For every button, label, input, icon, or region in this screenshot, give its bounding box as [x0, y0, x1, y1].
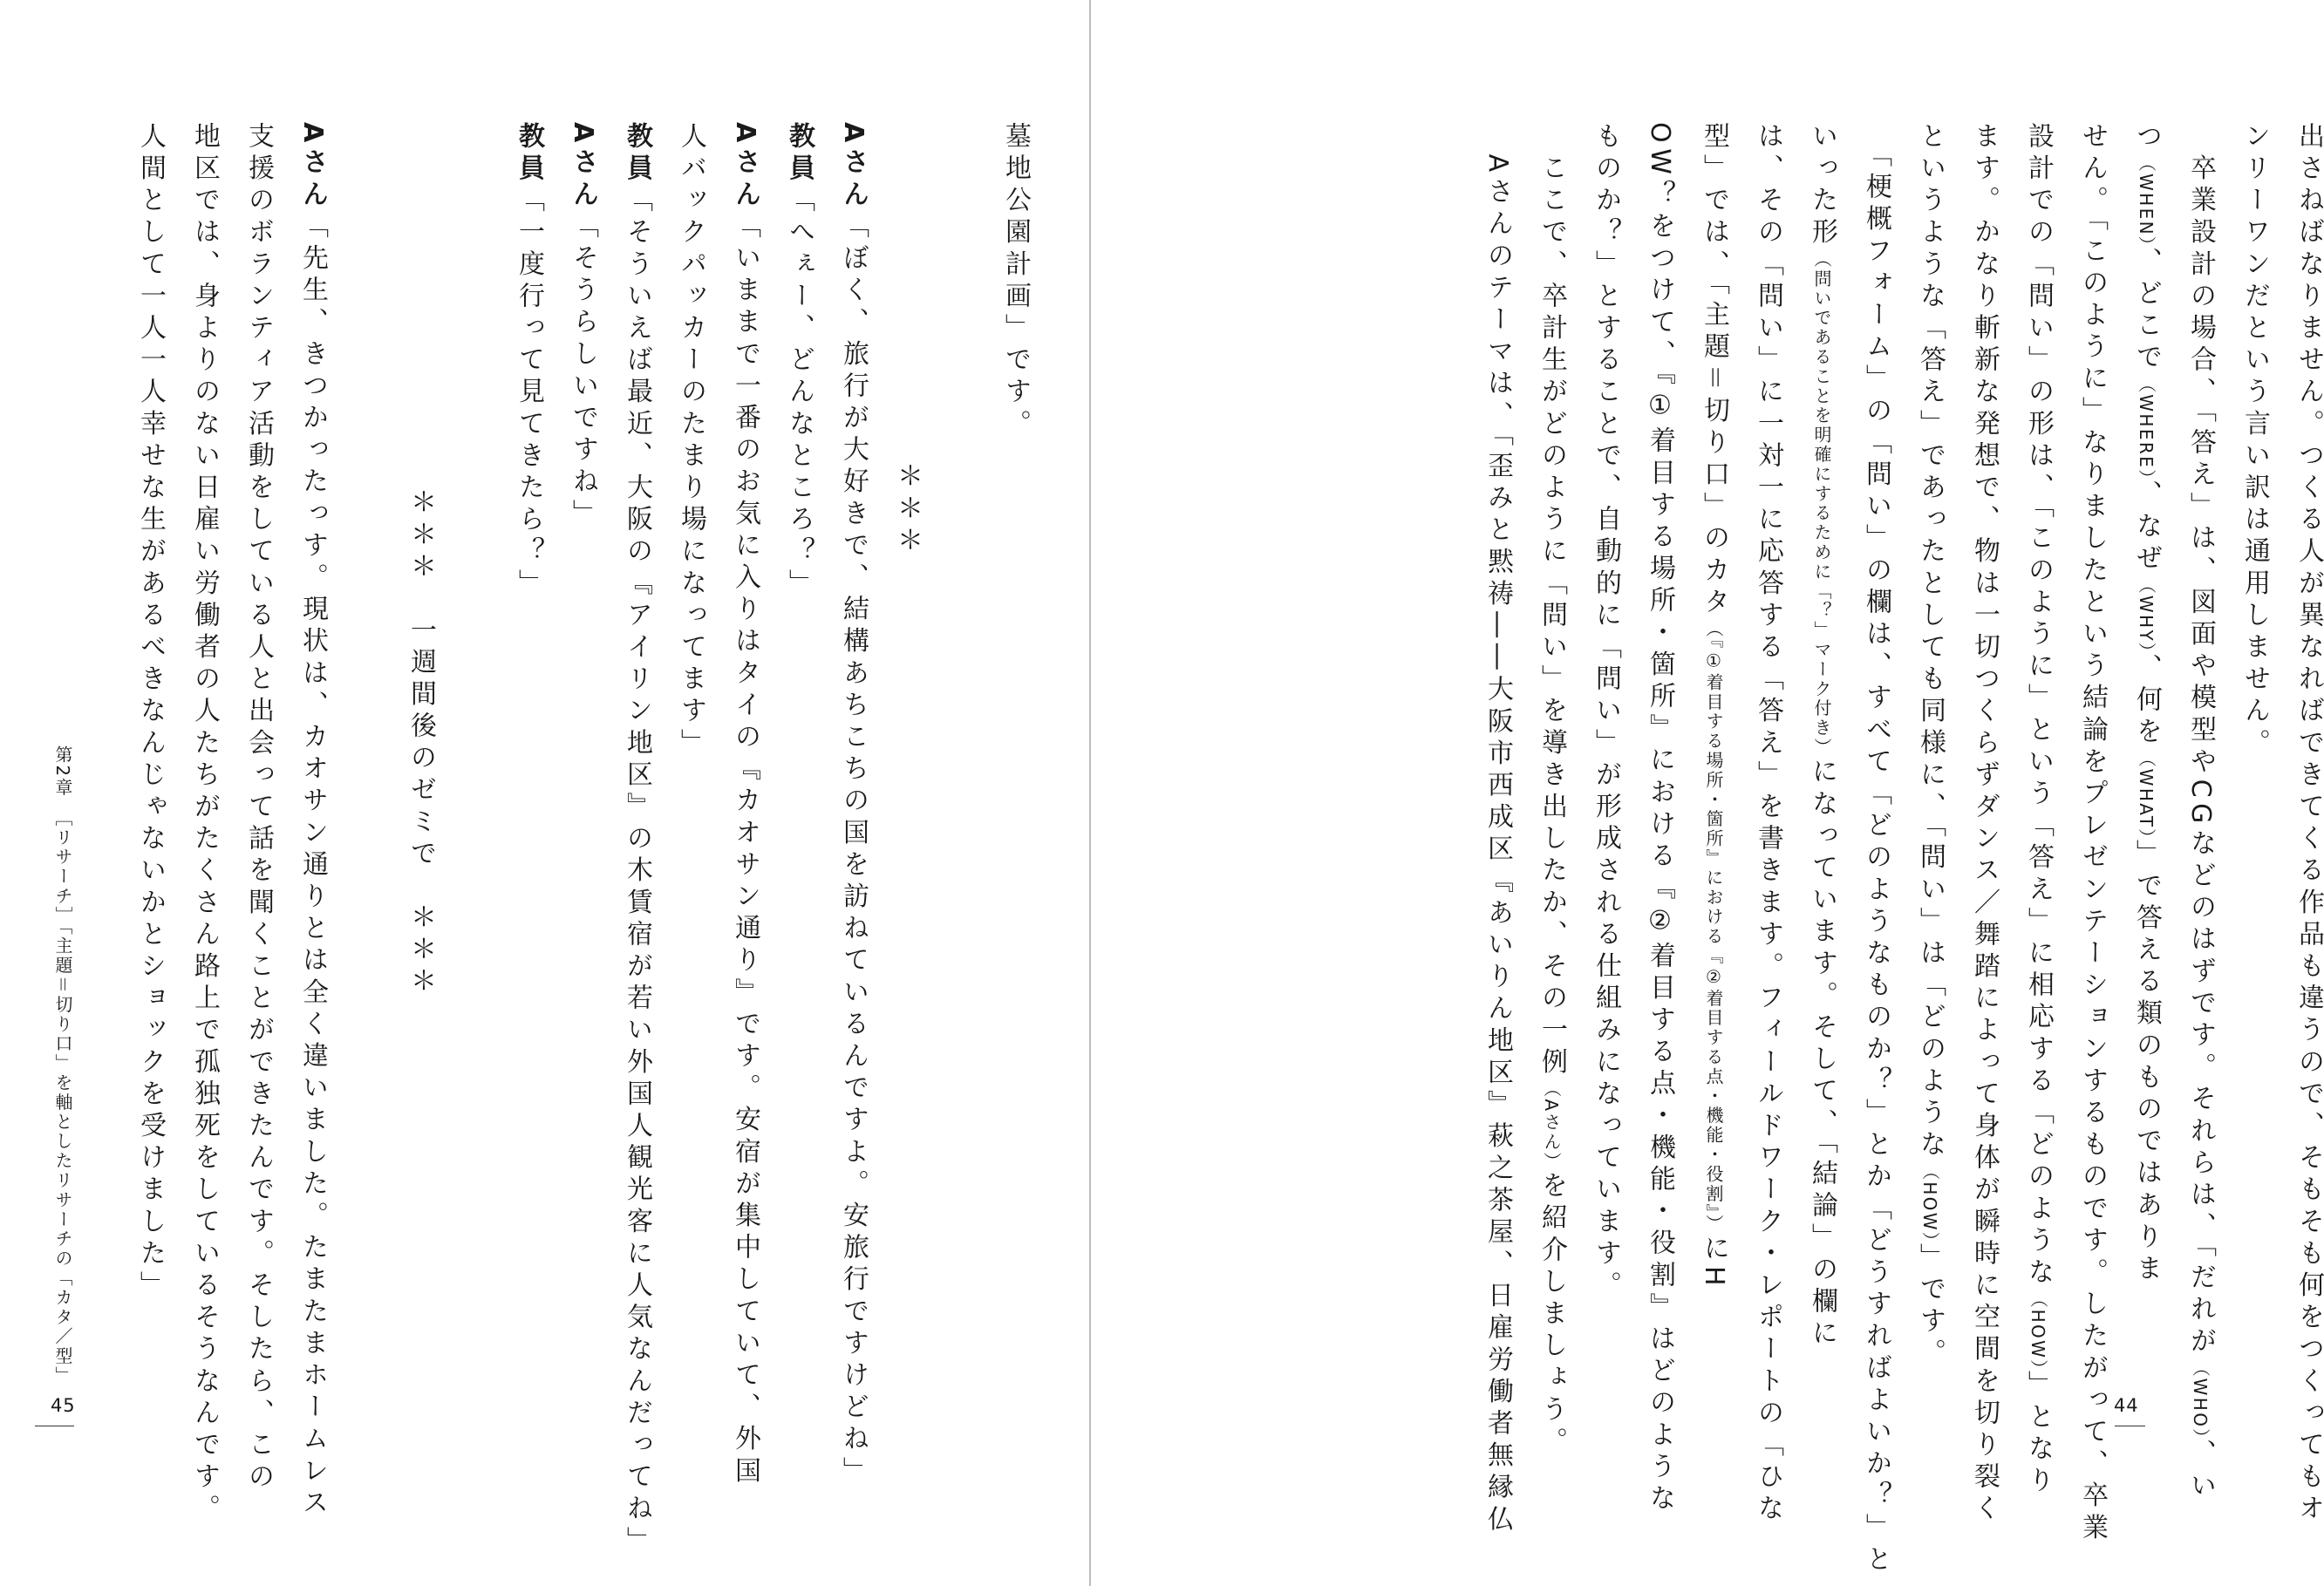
text-run: ＊＊＊ 一週間後のゼミで ＊＊＊ — [406, 488, 436, 999]
text-line — [2185, 122, 2216, 1503]
text-run: つ — [2131, 122, 2162, 154]
text-run: 、い — [2185, 1439, 2216, 1503]
text-line — [1969, 122, 2000, 1527]
text-line — [1482, 122, 1513, 1537]
text-run: いった形 — [1807, 122, 1837, 250]
parenthetical-note: （WHEN） — [2136, 153, 2157, 248]
speaker-label: 教員 — [784, 122, 814, 187]
blank-line — [353, 122, 379, 1378]
text-run: ものか？」とすることで、自動的に「問い」が形成される仕組みになっています。 — [1591, 122, 1621, 1304]
text-line — [678, 122, 704, 1378]
text-run: 地区では、身よりのない日雇い労働者の人たちがたくさん路上で孤独死をしているそうなんです。 — [189, 122, 220, 1527]
text-run: 「一度行って見てきたら？」 — [514, 186, 544, 602]
parenthetical-note: （WHO） — [2190, 1358, 2211, 1440]
text-run: 」です。 — [1915, 1242, 1946, 1371]
text-line — [2131, 122, 2162, 1378]
text-run: 「そういえば最近、大阪の『アイリン地区』の木賃宿が若い外国人観光客に人気なんだってね」 — [622, 186, 652, 1559]
text-line — [1000, 122, 1031, 1378]
speaker-label: Aさん — [297, 122, 328, 213]
page-number: 44 — [2114, 1395, 2139, 1416]
text-line — [1592, 122, 1619, 1378]
parenthetical-note: （HOW） — [1919, 1161, 1940, 1243]
text-run: というような「答え」であったとしても同様に、「問い」は「どのような — [1915, 122, 1946, 1162]
scene-break — [406, 122, 436, 1378]
parenthetical-note: （問いであることを明確にするために「？」マーク付き） — [1811, 249, 1832, 758]
text-run: になっています。そして、「結論」の欄に — [1807, 757, 1837, 1351]
text-run: ここで、卒計生がどのように「問い」を導き出したか、その一例 — [1537, 122, 1567, 1079]
text-line — [189, 122, 220, 1527]
text-run: を紹介しましょう。 — [1537, 1171, 1567, 1460]
text-line — [1537, 122, 1567, 1460]
parenthetical-note: （WHERE） — [2136, 374, 2157, 480]
text-run: Aさんのテーマは、「歪みと黙祷――大阪市西成区『あいりん地区』萩之茶屋、日雇労働者無縁仏 — [1482, 122, 1513, 1537]
text-run: 「ぼく、旅行が大好きで、結構あちこちの国を訪ねているんですよ。安旅行ですけどね」 — [838, 212, 869, 1489]
blank-line — [948, 122, 974, 1378]
parenthetical-note: （『①着目する場所・箇所』における『②着目する点・機能・役割』） — [1703, 619, 1724, 1235]
text-line — [622, 122, 652, 1559]
text-run: 型」では、「主題＝切り口」のカタ — [1699, 122, 1729, 620]
speaker-label: Aさん — [730, 122, 760, 213]
text-line — [1915, 122, 1946, 1378]
text-run: OW？をつけて、『①着目する場所・箇所』における『②着目する点・機能・役割』はどのような — [1645, 122, 1675, 1516]
text-run: は、その「問い」に一対一に応答する「答え」を書きます。フィールドワーク・レポートの「ひな — [1753, 122, 1783, 1527]
page-number: 45 — [51, 1395, 76, 1416]
speaker-label: 教員 — [514, 122, 544, 187]
text-line — [569, 122, 596, 1378]
parenthetical-note: （HOW） — [2028, 1290, 2048, 1371]
text-run: 、何を — [2131, 653, 2162, 750]
text-line — [297, 122, 328, 1521]
text-run: 「へぇー、どんなところ？」 — [784, 186, 814, 602]
text-run: 「そうらしいですね」 — [568, 212, 598, 532]
text-line — [1700, 122, 1727, 1378]
text-run: 、なぜ — [2131, 480, 2162, 576]
text-run: 」で答える類のものではありま — [2131, 839, 2162, 1287]
text-run: 支援のボランティア活動をしている人と出会って話を聞くことができたんです。そしたら、この — [243, 122, 274, 1494]
blank-line — [461, 122, 487, 1378]
running-head: 第2章 ［リサーチ］「主題＝切り口」を軸としたリサーチの「カタ／型」 — [52, 745, 73, 1386]
text-run: 、どこで — [2131, 247, 2162, 375]
text-line — [2077, 122, 2108, 1545]
text-run: 人間として一人一人幸せな生があるべきなんじゃないかとショックを受けました」 — [135, 122, 166, 1304]
parenthetical-note: （WHAT） — [2136, 749, 2157, 840]
text-run: 出さねばなりません。つくる人が異なればできてくる作品も違うので、そもそも何をつくってもオ — [2293, 122, 2324, 1527]
text-run: にH — [1699, 1234, 1729, 1292]
text-line — [243, 122, 274, 1494]
speaker-label: 教員 — [622, 122, 652, 187]
text-line — [2293, 122, 2324, 1527]
text-run: 「先生、きつかったっす。現状は、カオサン通りとは全く違いました。たまたまホームレス — [297, 212, 328, 1521]
section-break — [892, 122, 923, 1378]
right-page — [1090, 0, 2324, 1586]
text-run: 卒業設計の場合、「答え」は、図面や模型やCGなどのはずです。それらは、「だれが — [2185, 122, 2216, 1359]
speaker-label: Aさん — [838, 122, 869, 213]
text-run: 「梗概フォーム」の「問い」の欄は、すべて「どのようなものか？」とか「どうすればよいか？」と — [1861, 122, 1891, 1577]
text-run: 設計での「問い」の形は、「このように」という「答え」に相応する「どのような — [2023, 122, 2054, 1290]
text-line — [135, 122, 166, 1378]
text-run: 墓地公園計画」です。 — [1000, 122, 1031, 441]
text-line — [838, 122, 869, 1489]
text-run: ＊＊＊ — [892, 462, 923, 558]
text-line — [1645, 122, 1675, 1516]
left-page-body — [109, 122, 1031, 1559]
text-run: 「いままで一番のお気に入りはタイの『カオサン通り』です。安宿が集中していて、外国 — [730, 212, 760, 1489]
speaker-label: Aさん — [568, 122, 598, 213]
text-run: 」となり — [2023, 1370, 2054, 1499]
text-line — [515, 122, 542, 1378]
parenthetical-note: （WHY） — [2136, 575, 2157, 654]
text-line — [730, 122, 760, 1489]
text-line — [786, 122, 812, 1378]
text-run: ンリーワンだという言い訳は通用しません。 — [2239, 122, 2270, 760]
text-run: 人バックパッカーのたまり場になってます」 — [676, 122, 706, 760]
text-line — [1861, 122, 1891, 1577]
text-line — [2239, 122, 2270, 1378]
left-page — [0, 0, 1090, 1586]
text-line — [1753, 122, 1783, 1527]
text-line — [2023, 122, 2054, 1499]
parenthetical-note: （Aさん） — [1541, 1079, 1562, 1172]
text-run: ます。かなり斬新な発想で、物は一切つくらずダンス／舞踏によって身体が瞬時に空間を切り裂く — [1969, 122, 2000, 1527]
text-run: せん。「このように」なりましたという結論をプレゼンテーションするものです。したがって、卒業 — [2077, 122, 2108, 1545]
text-line — [1809, 122, 1835, 1378]
